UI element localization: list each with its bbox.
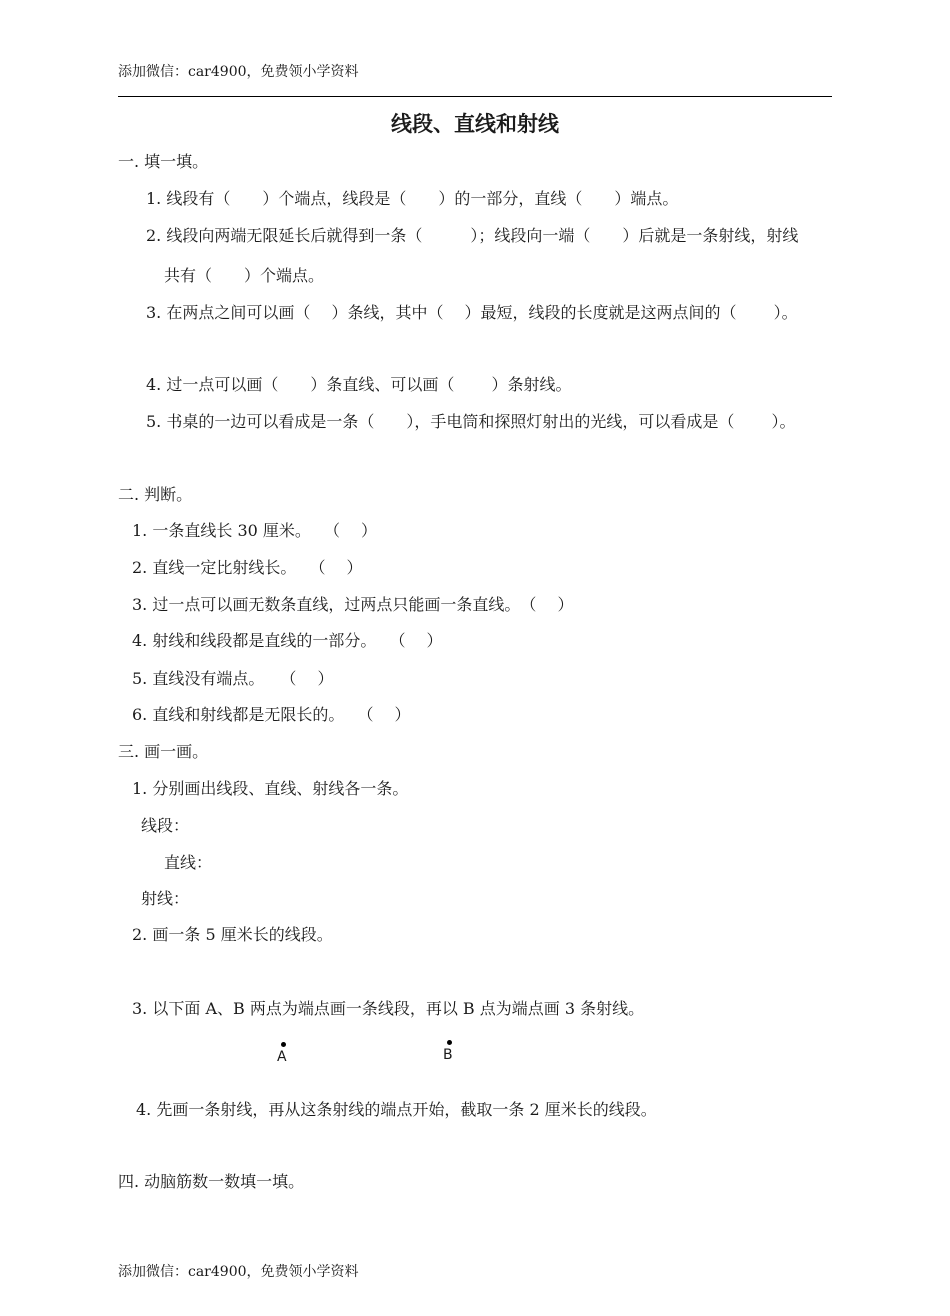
- point-b-dot: [447, 1040, 452, 1045]
- question-1-4: 4. 过一点可以画（ ）条直线、可以画（ ）条射线。: [146, 375, 572, 394]
- question-1-3: 3. 在两点之间可以画（ ）条线，其中（ ）最短，线段的长度就是这两点间的（ ）。: [146, 303, 798, 322]
- question-1-5: 5. 书桌的一边可以看成是一条（ ），手电筒和探照灯射出的光线，可以看成是（ ）。: [146, 412, 796, 431]
- point-a-label: A: [277, 1049, 287, 1065]
- point-a-dot: [281, 1042, 286, 1047]
- header-rule: [118, 96, 832, 97]
- judge-item-4: 4. 射线和线段都是直线的一部分。 （ ）: [132, 631, 443, 650]
- draw-question-3: 3. 以下面 A、B 两点为端点画一条线段，再以 B 点为端点画 3 条射线。: [132, 999, 645, 1018]
- section-2-heading: 二. 判断。: [118, 485, 193, 504]
- judge-item-3: 3. 过一点可以画无数条直线，过两点只能画一条直线。 （ ）: [132, 595, 574, 614]
- line-label: 直线：: [164, 853, 213, 872]
- question-1-1: 1. 线段有（ ）个端点，线段是（ ）的一部分，直线（ ）端点。: [146, 189, 679, 208]
- judge-item-6: 6. 直线和射线都是无限长的。 （ ）: [132, 705, 411, 724]
- page-title: 线段、直线和射线: [391, 112, 559, 136]
- judge-item-2: 2. 直线一定比射线长。 （ ）: [132, 558, 363, 577]
- section-3-heading: 三. 画一画。: [118, 742, 209, 761]
- question-1-2: 2. 线段向两端无限延长后就得到一条（ ）；线段向一端（ ）后就是一条射线，射线: [146, 226, 799, 245]
- draw-question-4: 4. 先画一条射线，再从这条射线的端点开始，截取一条 2 厘米长的线段。: [136, 1100, 657, 1119]
- page-footer: 添加微信：car4900，免费领小学资料: [118, 1264, 359, 1280]
- judge-item-5: 5. 直线没有端点。 （ ）: [132, 669, 334, 688]
- section-4-heading: 四. 动脑筋数一数填一填。: [118, 1172, 305, 1191]
- draw-question-2: 2. 画一条 5 厘米长的线段。: [132, 925, 333, 944]
- ray-label: 射线：: [141, 889, 190, 908]
- question-1-2-continued: 共有（ ）个端点。: [164, 266, 325, 285]
- point-b-label: B: [443, 1047, 453, 1063]
- draw-question-1: 1. 分别画出线段、直线、射线各一条。: [132, 779, 409, 798]
- segment-label: 线段：: [141, 816, 190, 835]
- section-1-heading: 一. 填一填。: [118, 152, 209, 171]
- judge-item-1: 1. 一条直线长 30 厘米。 （ ）: [132, 521, 378, 540]
- page-header: 添加微信：car4900，免费领小学资料: [118, 64, 359, 80]
